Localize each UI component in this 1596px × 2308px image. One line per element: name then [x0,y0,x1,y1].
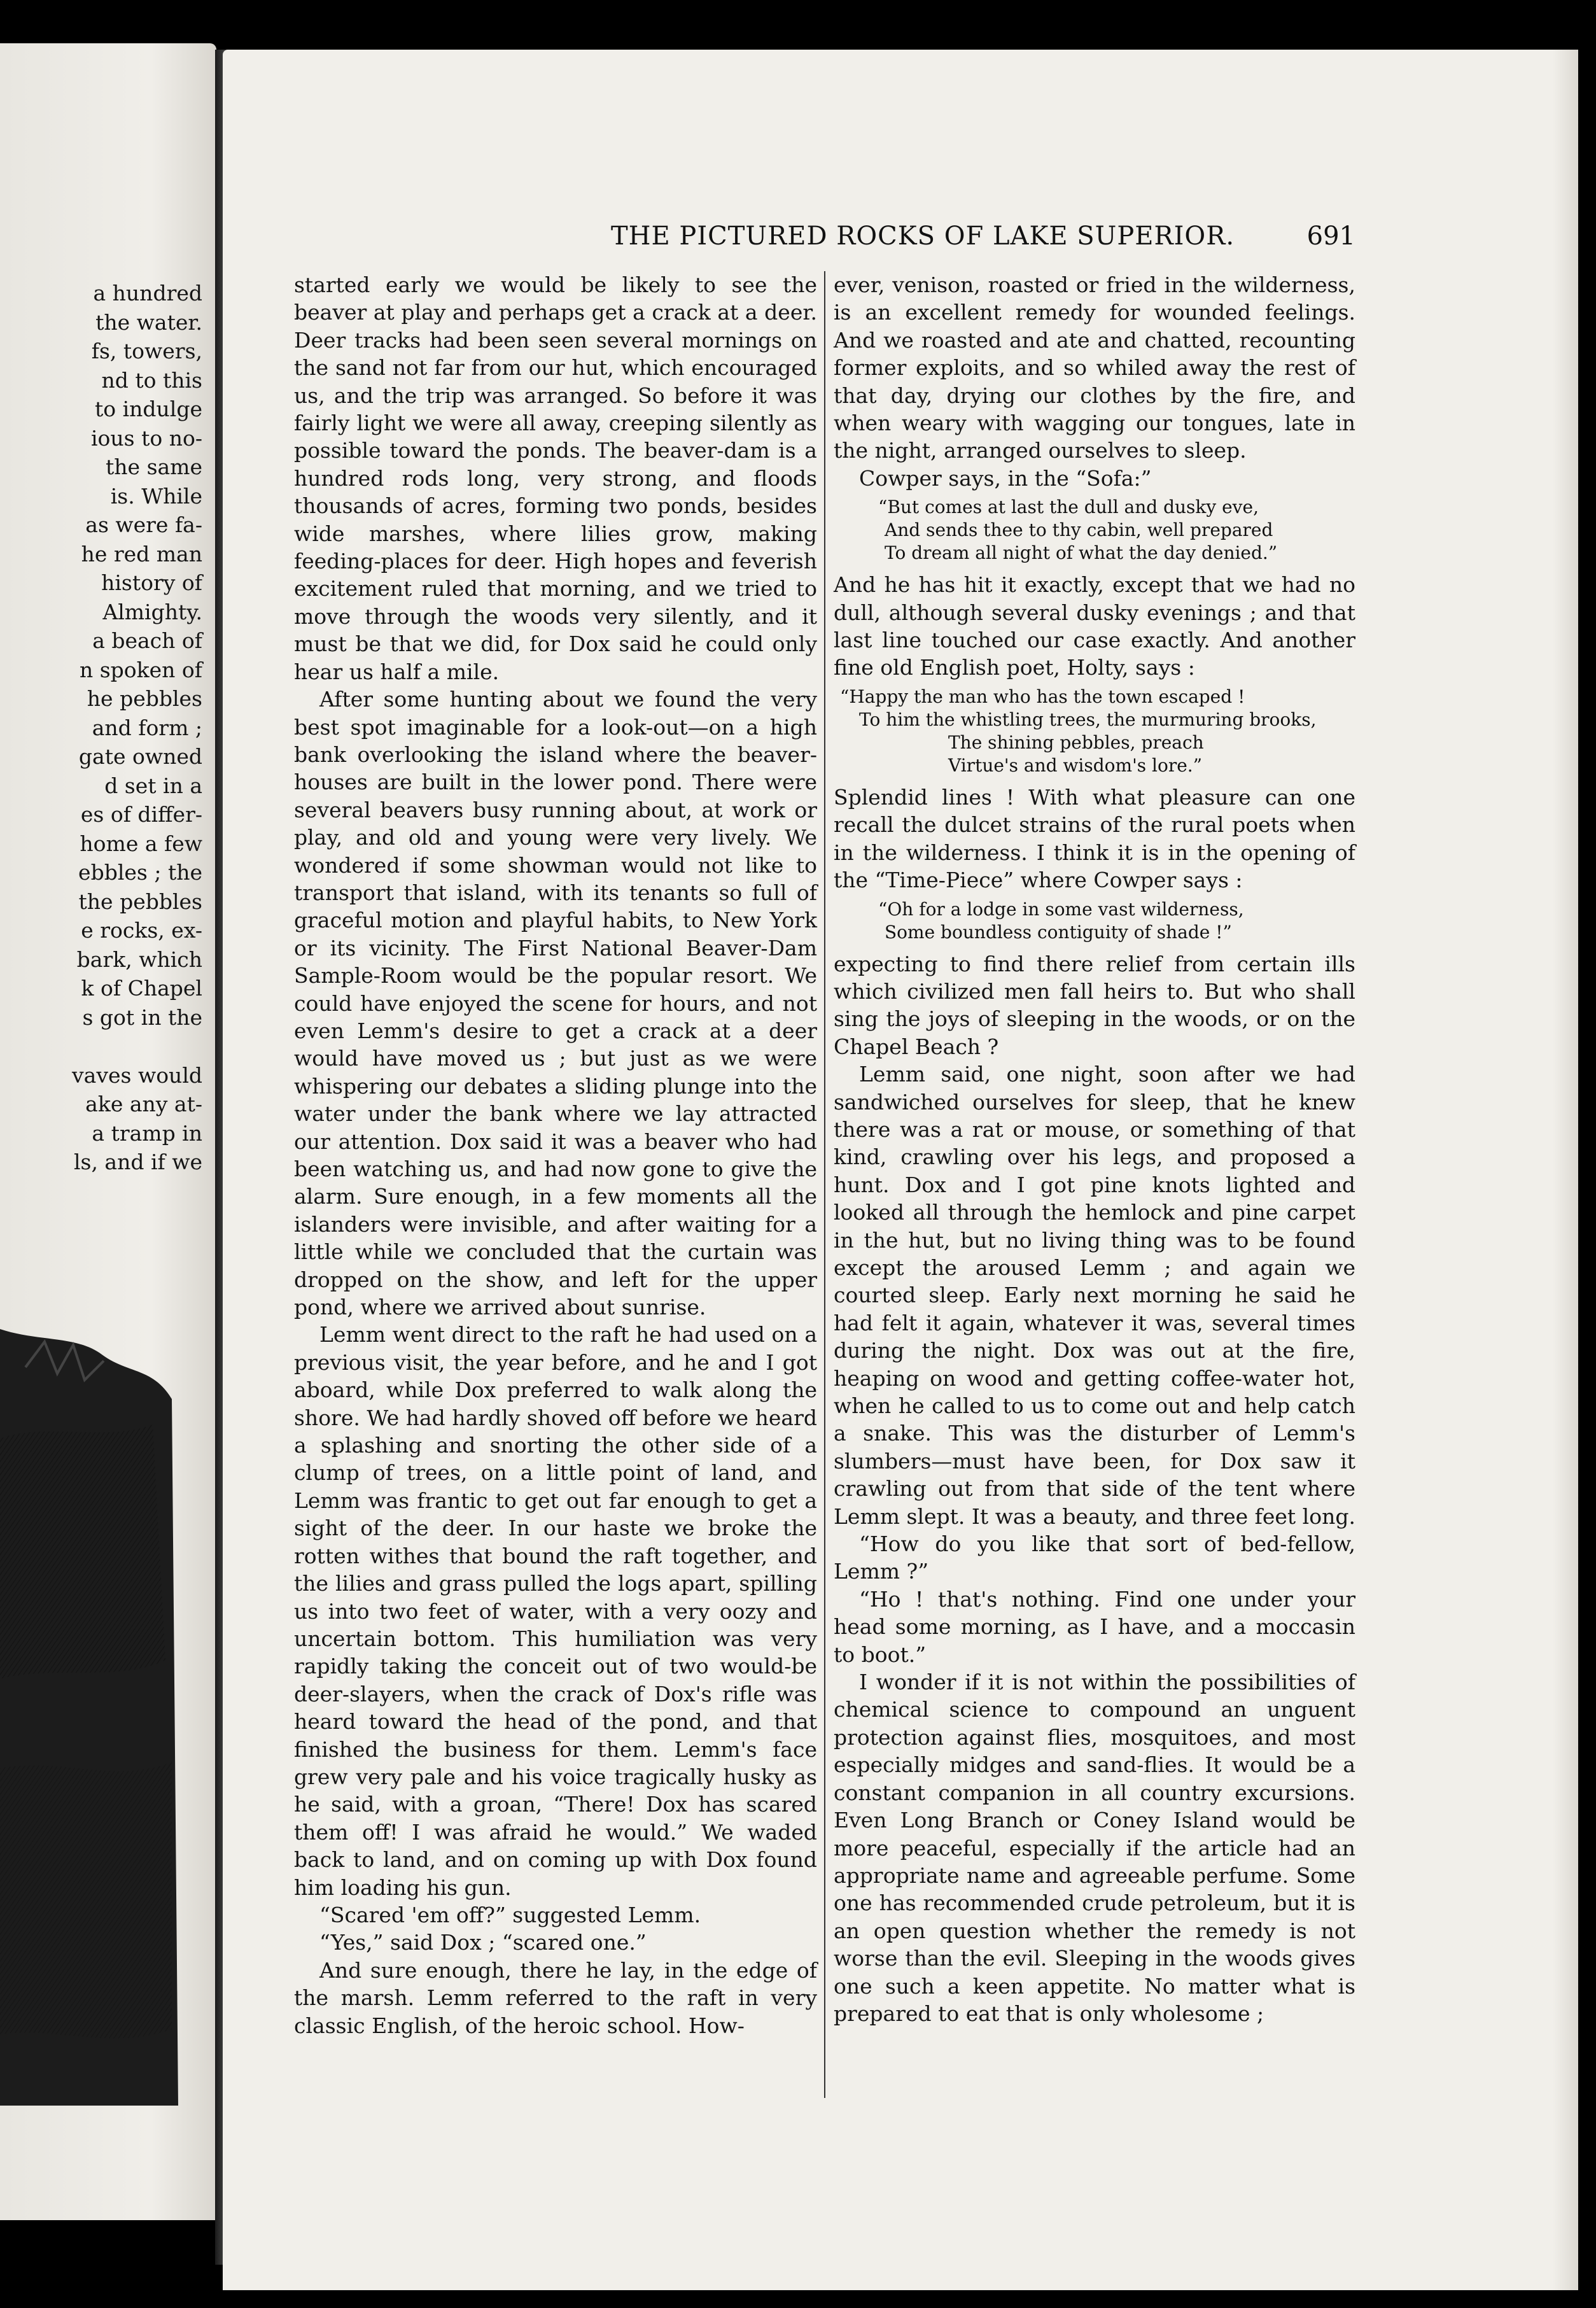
poem-quote-holty [834,686,1355,777]
facing-page-line: ake any at- [85,1092,202,1116]
left-column-paragraph: After some hunting about we found the very best spot imaginable for a look-out—on a high bank overlooking the island where the beaver-houses are built in the lower pond. There were several beavers busy running about, at work or play, and old and young were very lively. We wondered if some showman would not like to transport that island, with its tenants so full of graceful motion and playful habits, to New York or its vicinity. The First National Beaver-Dam Sample-Room would be the popular resort. We could have enjoyed the scene for hours, and not even Lemm's desire to get a crack at a deer would have moved us ; but just as we were whispering our debates a sliding plunge into the water under the bank where we lay attracted our attention. Dox said it was a beaver who had been watching us, and had now gone to give the alarm. Sure enough, in a few moments all the islanders were invisible, and after waiting for a little while we concluded that the curtain was dropped on the show, and left for the upper pond, where we arrived about sunrise. [294,687,817,1320]
book-page [223,50,1578,2290]
left-column-paragraph: And sure enough, there he lay, in the edge of the marsh. Lemm referred to the raft in very classic English, of the heroic school. How- [294,1957,817,2038]
column-right-part-3 [834,784,1355,894]
facing-page-line: history of [101,570,202,595]
facing-page-line: a hundred [93,281,202,306]
right-column-paragraph: Cowper says, in the “Sofa:” [859,465,1152,491]
page-number: 691 [1306,222,1355,251]
poem-line: “But comes at last the dull and dusky eve, [878,496,1259,518]
facing-page-line: a tramp in [92,1120,202,1146]
text-column-right [834,271,1355,2027]
facing-page-line: Almighty. [102,599,202,624]
facing-page-line: es of differ- [80,802,202,827]
left-column-paragraph: started early we would be likely to see the beaver at play and perhaps get a crack at a deer. Deer tracks had been seen several mornings on the sand not far from our hut, which encouraged us, and the trip was arranged. So before it was fairly light we were all away, creeping silently as possible toward the ponds. The beaver-dam is a hundred rods long, very strong, and floods thousands of acres, forming two ponds, besides wide marshes, where lilies grow, making feeding-places for deer. High hopes and feverish excitement ruled that morning, and we tried to move through the woods very silently, and it must be that we did, for Dox said he could only hear us half a mile. [294,272,817,684]
facing-page-line: k of Chapel [81,976,202,1001]
poem-line: The shining pebbles, preach [948,731,1204,753]
column-right-part-1 [834,271,1355,492]
poem-line: Some boundless contiguity of shade !” [885,921,1232,943]
facing-page-line: to indulge [94,397,202,421]
facing-page-line: ious to no- [91,425,202,451]
right-column-paragraph: “How do you like that sort of bed-fellow, Lemm ?” [834,1531,1355,1584]
right-column-paragraph: “Ho ! that's nothing. Find one under your head some morning, as I have, and a moccasin to boot.” [834,1586,1355,1667]
left-column-paragraph: “Yes,” said Dox ; “scared one.” [319,1930,647,1955]
facing-page [0,43,216,2220]
left-column-paragraph: Lemm went direct to the raft he had used on a previous visit, the year before, and he and I got aboard, while Dox preferred to walk along the shore. We had hardly shoved off before we heard a splashing and snorting the other side of a clump of trees, on a little point of land, and Lemm was frantic to get out far enough to get a sight of the deer. In our haste we broke the rotten withes that bound the raft together, and the lilies and grass pulled the logs apart, spilling us into two feet of water, with a very oozy and uncertain bottom. This humiliation was very rapidly taking the conceit out of two would-be deer-slayers, when the crack of Dox's rifle was heard toward the head of the pond, and that finished the business for them. Lemm's face grew very pale and his voice tragically husky as he said, with a groan, “There! Dox has scared them off! I was afraid he would.” We waded back to land, and on coming up with Dox found him loading his gun. [294,1322,817,1900]
facing-page-line: the water. [95,309,202,335]
facing-page-line: bark, which [76,946,202,972]
right-column-paragraph: ever, venison, roasted or fried in the wilderness, is an excellent remedy for wounded feelings. And we roasted and ate and chatted, recounting former exploits, and so whiled away the rest of that day, drying our clothes by the fire, and when weary with wagging our tongues, late in the night, arranged ourselves to sleep. [834,272,1355,463]
facing-page-line: d set in a [104,773,202,798]
right-column-paragraph: Lemm said, one night, soon after we had sandwiched ourselves for sleep, that he knew there was a rat or mouse, or something of that kind, crawling over his legs, and proposed a hunt. Dox and I got pine knots lighted and looked all through the hemlock and pine carpet in the hut, but no living thing was to be found except the aroused Lemm ; and again we courted sleep. Early next morning he said he had felt it again, whatever it was, several times during the night. Dox was out at the fire, heaping on wood and getting coffee-water hot, when he called to us to come out and help catch a snake. This was the disturber of Lemm's slumbers—must have been, for Dox saw it crawling out from that side of the tent where Lemm slept. It was a beauty, and three feet long. [834,1062,1355,1529]
facing-page-line: as were fa- [85,512,202,537]
poem-line: “Happy the man who has the town escaped ! [840,686,1245,707]
facing-page-line: gate owned [78,744,202,769]
facing-page-line: ebbles ; the [78,860,202,885]
facing-page-line: n spoken of [79,657,202,682]
poem-line: To him the whistling trees, the murmuring brooks, [859,708,1317,730]
left-column-paragraph: “Scared 'em off?” suggested Lemm. [319,1902,701,1927]
engraving-illustration [0,1329,178,2106]
poem-quote-cowper-sofa [834,496,1355,565]
running-head: THE PICTURED ROCKS OF LAKE SUPERIOR. [610,222,1235,251]
column-right-part-4 [834,950,1355,2028]
facing-page-line: home a few [80,831,202,856]
page-edge-shading [1553,50,1578,2290]
facing-page-line: is. While [110,483,202,509]
facing-page-line: he red man [81,541,202,566]
facing-page-line: the same [106,454,202,479]
facing-page-line: a beach of [92,628,202,653]
right-column-paragraph: Splendid lines ! With what pleasure can one recall the dulcet strains of the rural poets when in the wilderness. I think it is in the opening of the “Time-Piece” where Cowper says : [834,784,1355,893]
right-column-paragraph: expecting to find there relief from certain ills which civilized men fall heirs to. But who shall sing the joys of sleeping in the woods, or on the Chapel Beach ? [834,951,1355,1059]
facing-page-line [0,1032,202,1061]
facing-page-line: he pebbles [87,686,202,711]
column-rule [824,271,825,2098]
facing-page-line: fs, towers, [91,339,202,363]
poem-line: And sends thee to thy cabin, well prepared [885,519,1273,541]
poem-line: Virtue's and wisdom's lore.” [948,754,1203,776]
facing-page-line: nd to this [101,367,202,393]
facing-page-text-fragments [0,279,202,1177]
poem-line: “Oh for a lodge in some vast wilderness, [878,898,1244,920]
facing-page-line: e rocks, ex- [81,918,202,943]
poem-quote-cowper-timepiece [834,898,1355,944]
facing-page-line: s got in the [82,1004,202,1030]
facing-page-line: vaves would [72,1062,202,1088]
text-column-left [294,271,817,2039]
facing-page-line: ls, and if we [73,1150,202,1174]
right-column-paragraph: I wonder if it is not within the possibilities of chemical science to compound an unguent protection against flies, mosquitoes, and most especially midges and sand-flies. It would be a constant companion in all country excursions. Even Long Branch or Coney Island would be more peaceful, especially if the article had an appropriate name and agreeable perfume. Some one has recommended crude petroleum, but it is an open question whether the remedy is not worse than the evil. Sleeping in the woods gives one such a keen appetite. No matter what is prepared to eat that is only wholesome ; [834,1670,1355,2026]
facing-page-line: the pebbles [78,889,202,914]
poem-line: To dream all night of what the day denied.” [885,542,1278,564]
right-column-paragraph: And he has hit it exactly, except that we had no dull, although several dusky evenings ; and that last line touched our case exactly. And another fine old English poet, Holty, says : [834,572,1355,680]
facing-page-line: and form ; [92,715,202,740]
column-right-part-2 [834,571,1355,682]
